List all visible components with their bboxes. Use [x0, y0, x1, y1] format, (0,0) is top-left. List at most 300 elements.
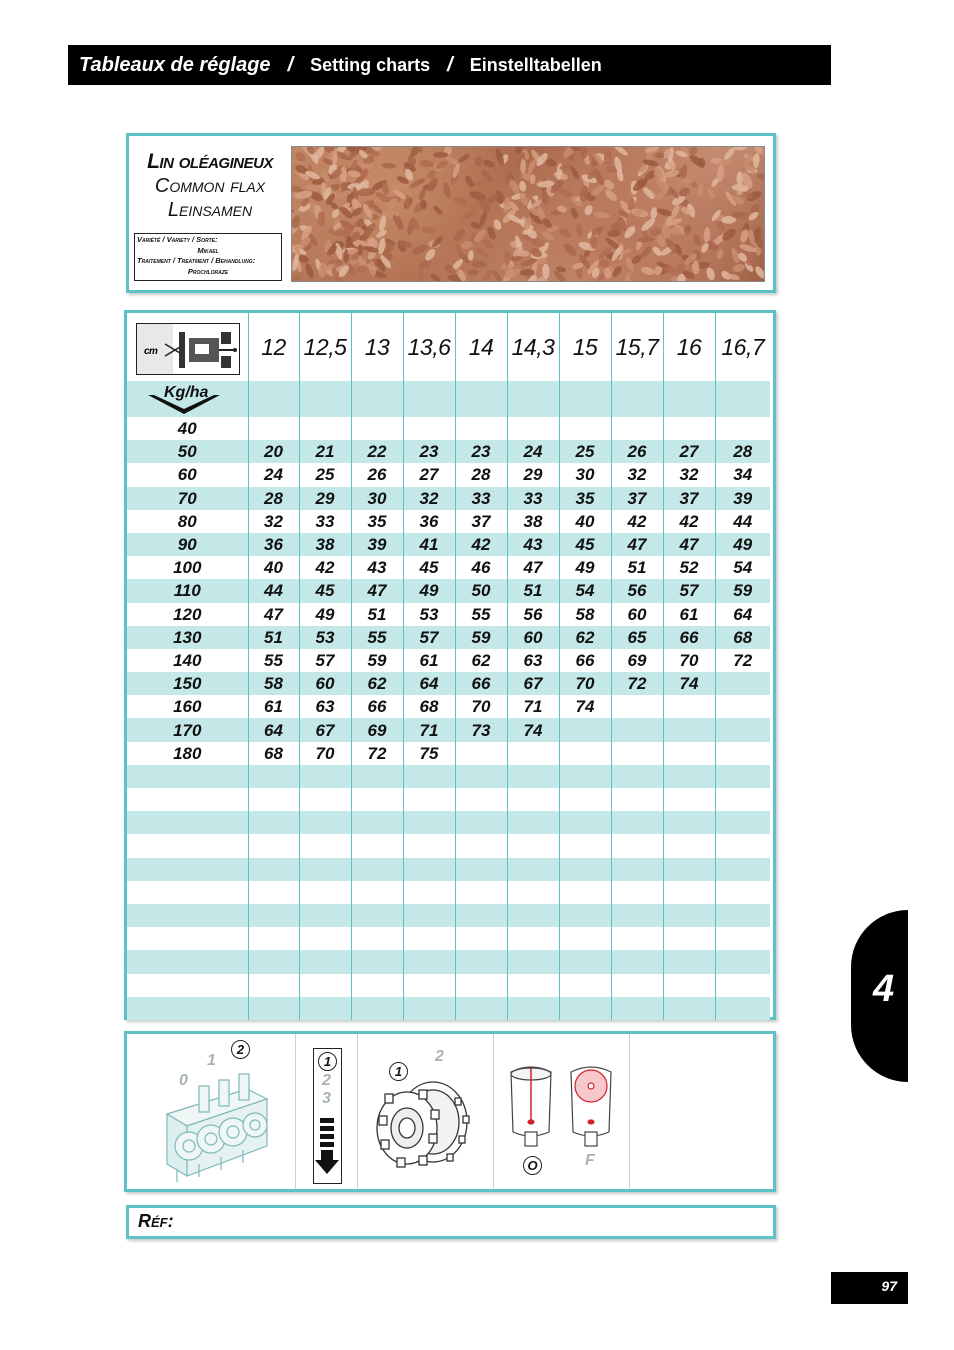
- seed-names: [135, 150, 285, 222]
- table-cell: 65: [611, 626, 663, 649]
- empty-cell: [455, 788, 507, 811]
- empty-cell: [403, 904, 455, 927]
- table-cell: [611, 718, 663, 741]
- table-cell: [715, 417, 770, 440]
- unit-row-cell: [351, 381, 403, 417]
- table-cell: 66: [455, 672, 507, 695]
- distance-icon-cell: [127, 313, 248, 381]
- empty-cell: [611, 765, 663, 788]
- table-cell: 64: [715, 603, 770, 626]
- rate-cell: 80: [177, 511, 197, 531]
- table-cell: 21: [299, 440, 351, 463]
- empty-cell: [351, 881, 403, 904]
- table-cell: [663, 417, 715, 440]
- table-cell: 52: [663, 556, 715, 579]
- table-cell: [559, 718, 611, 741]
- table-cell: 71: [507, 695, 559, 718]
- empty-row: [127, 881, 770, 904]
- table-cell: 47: [248, 603, 299, 626]
- empty-cell: [299, 974, 351, 997]
- empty-cell: [127, 765, 248, 788]
- header-separator: /: [287, 53, 294, 76]
- empty-cell: [715, 997, 770, 1020]
- empty-cell: [455, 834, 507, 857]
- empty-cell: [127, 974, 248, 997]
- table-cell: 58: [559, 603, 611, 626]
- empty-cell: [559, 881, 611, 904]
- empty-cell: [611, 950, 663, 973]
- seed-photo: [291, 146, 765, 282]
- empty-cell: [299, 834, 351, 857]
- unit-row-cell: [663, 381, 715, 417]
- lever-setting: [127, 1034, 296, 1189]
- table-cell: 20: [248, 440, 299, 463]
- table-row: [127, 440, 770, 463]
- empty-cell: [611, 834, 663, 857]
- empty-cell: [299, 811, 351, 834]
- column-header-7: 15,7: [611, 313, 663, 381]
- empty-cell: [127, 834, 248, 857]
- empty-cell: [248, 765, 299, 788]
- gear-wheel-icon: [371, 1072, 481, 1172]
- table-cell: 38: [507, 510, 559, 533]
- empty-cell: [715, 881, 770, 904]
- table-cell: 25: [299, 463, 351, 486]
- table-cell: 63: [507, 649, 559, 672]
- empty-row: [127, 788, 770, 811]
- table-cell: 30: [559, 463, 611, 486]
- empty-cell: [455, 927, 507, 950]
- lever-position-0: 0: [179, 1072, 188, 1089]
- empty-cell: [248, 834, 299, 857]
- flap-icon: [501, 1062, 621, 1154]
- unit-row-cell: [715, 381, 770, 417]
- empty-cell: [127, 788, 248, 811]
- tractor-icon: [136, 323, 240, 375]
- empty-cell: [507, 927, 559, 950]
- table-cell: 69: [611, 649, 663, 672]
- rate-cell: 100: [173, 558, 202, 578]
- table-cell: [299, 417, 351, 440]
- table-cell: 23: [403, 440, 455, 463]
- speed-setting: [295, 1034, 358, 1189]
- empty-cell: [455, 974, 507, 997]
- empty-cell: [127, 997, 248, 1020]
- empty-cell: [611, 858, 663, 881]
- empty-cell: [611, 997, 663, 1020]
- table-row: [127, 695, 770, 718]
- flap-position-f: F: [585, 1152, 595, 1169]
- table-cell: 37: [663, 487, 715, 510]
- header-title-de: Einstelltabellen: [469, 54, 602, 75]
- empty-cell: [403, 811, 455, 834]
- empty-cell: [455, 858, 507, 881]
- table-row: [127, 556, 770, 579]
- header-title-fr: Tableaux de réglage: [79, 53, 271, 76]
- empty-cell: [351, 904, 403, 927]
- empty-cell: [507, 904, 559, 927]
- table-cell: 59: [455, 626, 507, 649]
- empty-cell: [715, 834, 770, 857]
- empty-cell: [455, 904, 507, 927]
- table-cell: 57: [299, 649, 351, 672]
- unit-row-cell: [248, 381, 299, 417]
- gear-setting: [357, 1034, 494, 1189]
- table-cell: 34: [715, 463, 770, 486]
- table-cell: 36: [403, 510, 455, 533]
- table-cell: 62: [559, 626, 611, 649]
- table-cell: [611, 695, 663, 718]
- empty-cell: [248, 997, 299, 1020]
- empty-cell: [351, 950, 403, 973]
- empty-cell: [663, 974, 715, 997]
- table-cell: 75: [403, 742, 455, 765]
- empty-cell: [403, 765, 455, 788]
- rate-unit-cell: [127, 381, 248, 417]
- empty-cell: [663, 927, 715, 950]
- empty-cell: [455, 881, 507, 904]
- seed-name-de: Leinsamen: [167, 199, 253, 221]
- table-cell: 57: [403, 626, 455, 649]
- table-cell: [559, 417, 611, 440]
- unit-row-cell: [559, 381, 611, 417]
- table-cell: 55: [351, 626, 403, 649]
- empty-row: [127, 765, 770, 788]
- treatment-value: Prochloraze: [187, 266, 229, 276]
- table-cell: 72: [611, 672, 663, 695]
- table-cell: 62: [351, 672, 403, 695]
- table-cell: 41: [403, 533, 455, 556]
- table-cell: 56: [611, 579, 663, 602]
- chapter-tab: [851, 910, 908, 1082]
- empty-row: [127, 997, 770, 1020]
- table-cell: 49: [299, 603, 351, 626]
- unit-row-cell: [611, 381, 663, 417]
- table-cell: 42: [299, 556, 351, 579]
- table-cell: 51: [611, 556, 663, 579]
- empty-cell: [127, 858, 248, 881]
- empty-cell: [127, 950, 248, 973]
- table-row: [127, 417, 770, 440]
- empty-cell: [127, 904, 248, 927]
- table-cell: [455, 742, 507, 765]
- table-cell: 51: [248, 626, 299, 649]
- table-cell: 45: [559, 533, 611, 556]
- table-cell: 60: [299, 672, 351, 695]
- table-cell: 30: [351, 487, 403, 510]
- empty-cell: [663, 881, 715, 904]
- empty-row: [127, 811, 770, 834]
- table-cell: 47: [351, 579, 403, 602]
- table-row: [127, 742, 770, 765]
- empty-cell: [403, 997, 455, 1020]
- empty-cell: [507, 881, 559, 904]
- table-cell: 55: [455, 603, 507, 626]
- empty-cell: [127, 811, 248, 834]
- table-cell: 49: [715, 533, 770, 556]
- table-cell: 67: [507, 672, 559, 695]
- empty-cell: [611, 881, 663, 904]
- table-cell: [663, 718, 715, 741]
- setting-table: [127, 313, 770, 1020]
- empty-cell: [611, 927, 663, 950]
- table-cell: 72: [351, 742, 403, 765]
- rate-arrow-icon: [144, 383, 224, 417]
- variety-label: Variété / Variety / Sorte:: [137, 235, 218, 244]
- table-cell: [663, 742, 715, 765]
- table-cell: 22: [351, 440, 403, 463]
- empty-cell: [455, 765, 507, 788]
- variety-box: [134, 233, 282, 281]
- column-header-5: 14,3: [507, 313, 559, 381]
- column-header-3: 13,6: [403, 313, 455, 381]
- table-cell: 66: [663, 626, 715, 649]
- column-header-6: 15: [559, 313, 611, 381]
- empty-cell: [663, 904, 715, 927]
- column-header-4: 14: [455, 313, 507, 381]
- rate-cell: 170: [127, 718, 248, 741]
- table-cell: 68: [715, 626, 770, 649]
- rate-cell: 40: [177, 419, 197, 439]
- gear-position-2: 2: [435, 1048, 444, 1065]
- unit-row-cell: [455, 381, 507, 417]
- empty-cell: [351, 788, 403, 811]
- empty-cell: [507, 950, 559, 973]
- empty-cell: [403, 834, 455, 857]
- table-cell: 56: [507, 603, 559, 626]
- table-cell: 25: [559, 440, 611, 463]
- seed-name-fr: Lin oléagineux: [147, 150, 273, 173]
- table-cell: 74: [663, 672, 715, 695]
- speed-position-selected: 1: [318, 1052, 337, 1071]
- table-cell: [663, 695, 715, 718]
- empty-row: [127, 927, 770, 950]
- table-cell: 58: [248, 672, 299, 695]
- rate-cell: 60: [177, 465, 197, 485]
- table-cell: 74: [507, 718, 559, 741]
- lever-position-selected: 2: [231, 1040, 250, 1059]
- empty-cell: [351, 974, 403, 997]
- empty-cell: [299, 927, 351, 950]
- table-cell: 53: [299, 626, 351, 649]
- empty-cell: [559, 950, 611, 973]
- header-bar: [68, 45, 831, 85]
- rate-cell: 70: [127, 487, 248, 510]
- empty-cell: [507, 788, 559, 811]
- table-cell: 42: [663, 510, 715, 533]
- table-cell: 28: [248, 487, 299, 510]
- empty-cell: [663, 858, 715, 881]
- empty-cell: [507, 858, 559, 881]
- table-cell: 33: [455, 487, 507, 510]
- table-cell: 44: [715, 510, 770, 533]
- empty-cell: [351, 811, 403, 834]
- empty-cell: [715, 788, 770, 811]
- empty-cell: [507, 765, 559, 788]
- empty-cell: [403, 858, 455, 881]
- empty-cell: [248, 858, 299, 881]
- table-cell: [715, 742, 770, 765]
- table-cell: 39: [351, 533, 403, 556]
- table-cell: 35: [351, 510, 403, 533]
- table-row: [127, 649, 770, 672]
- empty-cell: [248, 788, 299, 811]
- table-cell: 62: [455, 649, 507, 672]
- table-cell: [248, 417, 299, 440]
- table-cell: 24: [248, 463, 299, 486]
- header-separator: /: [447, 53, 453, 76]
- table-cell: 40: [559, 510, 611, 533]
- table-cell: [403, 417, 455, 440]
- empty-cell: [559, 834, 611, 857]
- table-cell: 39: [715, 487, 770, 510]
- table-cell: 73: [455, 718, 507, 741]
- empty-cell: [248, 927, 299, 950]
- unit-cm-label: cm: [144, 346, 158, 357]
- unit-row-cell: [299, 381, 351, 417]
- empty-cell: [559, 811, 611, 834]
- table-cell: [715, 695, 770, 718]
- table-row: [127, 463, 770, 486]
- speed-position-3: 3: [322, 1090, 331, 1107]
- table-cell: 51: [351, 603, 403, 626]
- table-cell: 61: [663, 603, 715, 626]
- empty-cell: [507, 997, 559, 1020]
- table-cell: 24: [507, 440, 559, 463]
- table-cell: 64: [403, 672, 455, 695]
- empty-cell: [507, 834, 559, 857]
- empty-cell: [663, 834, 715, 857]
- table-cell: 54: [715, 556, 770, 579]
- column-header-9: 16,7: [715, 313, 770, 381]
- table-cell: 32: [248, 510, 299, 533]
- treatment-label: Traitement / Treatment / Behandlung:: [137, 256, 256, 265]
- table-cell: 49: [559, 556, 611, 579]
- table-cell: 45: [299, 579, 351, 602]
- rate-cell: 90: [127, 533, 248, 556]
- empty-cell: [559, 997, 611, 1020]
- page-number: 97: [831, 1272, 908, 1304]
- reference-field[interactable]: [126, 1205, 776, 1239]
- table-cell: 44: [248, 579, 299, 602]
- speed-position-2: 2: [322, 1072, 331, 1089]
- lever-position-1: 1: [207, 1052, 216, 1069]
- table-cell: 27: [403, 463, 455, 486]
- table-row: [127, 626, 770, 649]
- table-cell: 61: [248, 695, 299, 718]
- table-cell: 28: [455, 463, 507, 486]
- gear-position-selected: 1: [389, 1062, 408, 1081]
- table-cell: [507, 742, 559, 765]
- table-cell: 26: [351, 463, 403, 486]
- empty-cell: [715, 974, 770, 997]
- empty-cell: [559, 858, 611, 881]
- table-cell: 54: [559, 579, 611, 602]
- table-cell: [559, 742, 611, 765]
- seed-panel: [126, 133, 776, 293]
- empty-row: [127, 858, 770, 881]
- table-cell: 53: [403, 603, 455, 626]
- table-cell: [715, 672, 770, 695]
- empty-cell: [663, 950, 715, 973]
- empty-cell: [127, 927, 248, 950]
- empty-cell: [507, 811, 559, 834]
- table-cell: [507, 417, 559, 440]
- empty-cell: [299, 881, 351, 904]
- variety-value: Mikael: [197, 245, 219, 255]
- table-cell: 28: [715, 440, 770, 463]
- table-cell: 49: [403, 579, 455, 602]
- table-row: [127, 672, 770, 695]
- settings-panel: [124, 1031, 776, 1192]
- flap-setting: [493, 1034, 630, 1189]
- table-cell: 66: [351, 695, 403, 718]
- unit-row-cell: [403, 381, 455, 417]
- rate-cell: 120: [173, 604, 202, 624]
- table-cell: 66: [559, 649, 611, 672]
- table-cell: 42: [611, 510, 663, 533]
- table-cell: 61: [403, 649, 455, 672]
- empty-cell: [403, 950, 455, 973]
- table-cell: 27: [663, 440, 715, 463]
- table-cell: 40: [248, 556, 299, 579]
- table-cell: 42: [455, 533, 507, 556]
- table-unit-row: [127, 381, 770, 417]
- empty-cell: [559, 904, 611, 927]
- empty-cell: [663, 811, 715, 834]
- table-cell: 60: [507, 626, 559, 649]
- table-row: [127, 510, 770, 533]
- table-cell: 32: [663, 463, 715, 486]
- table-cell: 33: [299, 510, 351, 533]
- empty-cell: [559, 765, 611, 788]
- empty-cell: [299, 950, 351, 973]
- reference-label: Réf:: [138, 1211, 174, 1231]
- header-title-en: Setting charts: [310, 54, 431, 75]
- empty-cell: [248, 811, 299, 834]
- empty-cell: [715, 904, 770, 927]
- empty-cell: [611, 788, 663, 811]
- empty-cell: [299, 788, 351, 811]
- empty-cell: [299, 904, 351, 927]
- column-header-1: 12,5: [299, 313, 351, 381]
- empty-cell: [455, 950, 507, 973]
- table-row: [127, 603, 770, 626]
- table-cell: 70: [559, 672, 611, 695]
- empty-cell: [351, 765, 403, 788]
- empty-cell: [715, 950, 770, 973]
- empty-cell: [455, 997, 507, 1020]
- rate-cell: 50: [127, 440, 248, 463]
- table-cell: 57: [663, 579, 715, 602]
- unit-row-cell: [507, 381, 559, 417]
- empty-cell: [455, 811, 507, 834]
- empty-cell: [299, 765, 351, 788]
- rate-cell: 160: [173, 697, 202, 717]
- table-cell: 55: [248, 649, 299, 672]
- empty-cell: [507, 974, 559, 997]
- empty-row: [127, 974, 770, 997]
- table-cell: 70: [299, 742, 351, 765]
- rate-cell: 180: [173, 743, 202, 763]
- empty-cell: [611, 811, 663, 834]
- empty-cell: [611, 974, 663, 997]
- empty-cell: [715, 765, 770, 788]
- empty-cell: [299, 997, 351, 1020]
- table-cell: [611, 742, 663, 765]
- table-cell: 43: [507, 533, 559, 556]
- rate-cell: 130: [127, 626, 248, 649]
